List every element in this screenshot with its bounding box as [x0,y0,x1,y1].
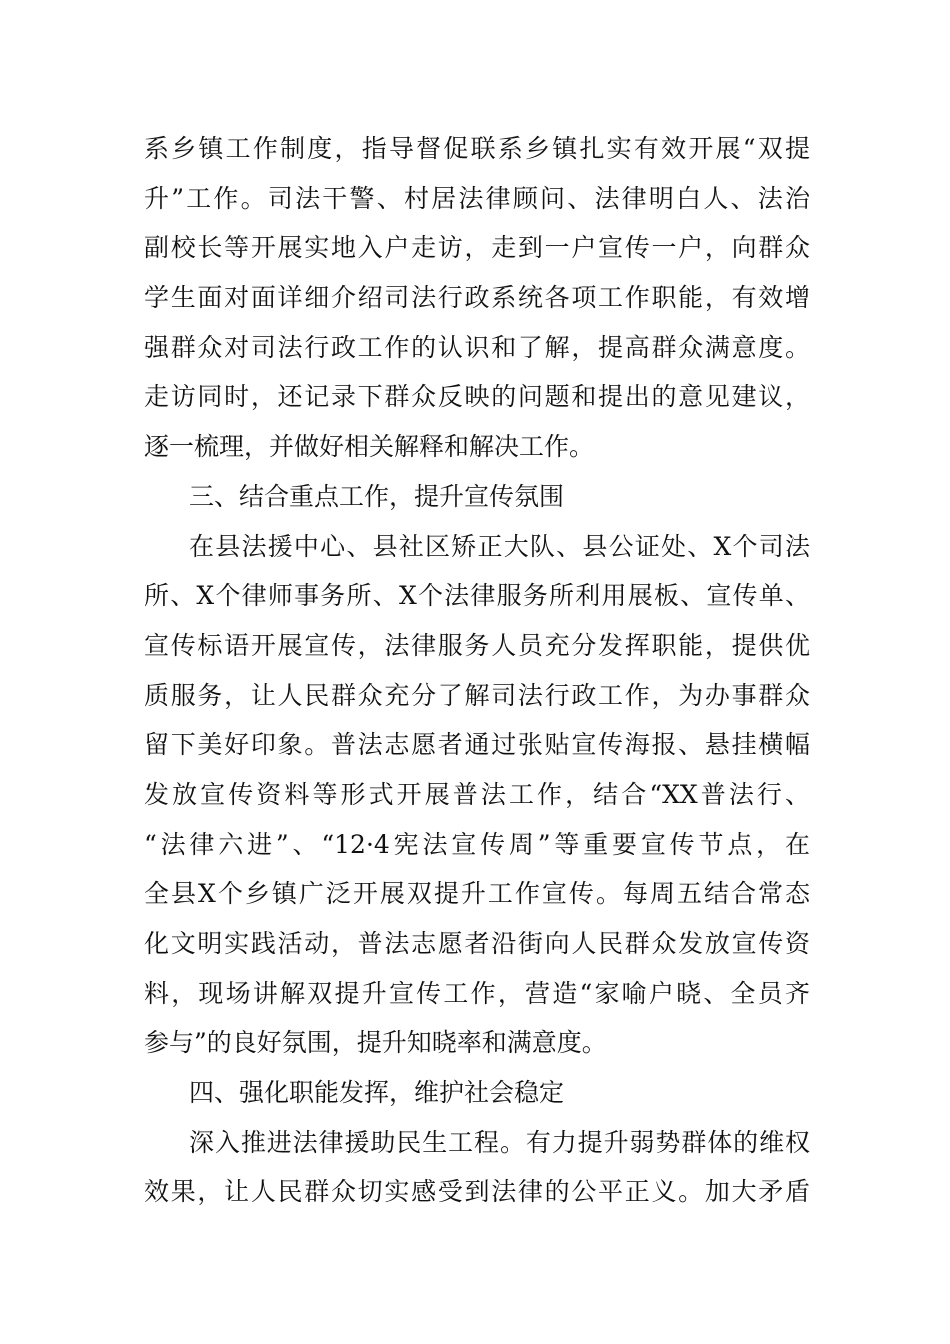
body-text-line: 留下美好印象。普法志愿者通过张贴宣传海报、悬挂横幅 [144,730,810,760]
body-text-line: 强群众对司法行政工作的认识和了解，提高群众满意度。 [144,332,810,362]
body-text-line: 系乡镇工作制度，指导督促联系乡镇扎实有效开展“双提 [144,134,810,163]
body-text-line: 升”工作。司法干警、村居法律顾问、法律明白人、法治 [144,183,810,213]
body-text-line: 质服务，让人民群众充分了解司法行政工作，为办事群众 [144,680,810,710]
body-text-line: 发放宣传资料等形式开展普法工作，结合“XX普法行、 [144,779,810,809]
body-text-line: 逐一梳理，并做好相关解释和解决工作。 [144,432,595,462]
body-text-line: 副校长等开展实地入户走访，走到一户宣传一户，向群众 [144,233,810,263]
document-body [144,124,810,1217]
body-text-line: 料，现场讲解双提升宣传工作，营造“家喻户晓、全员齐 [144,978,810,1008]
body-text-line: 深入推进法律援助民生工程。有力提升弱势群体的维权 [189,1127,810,1157]
body-text-line: 参与”的良好氛围，提升知晓率和满意度。 [144,1028,607,1058]
body-text-line: 效果，让人民群众切实感受到法律的公平正义。加大矛盾 [144,1177,810,1207]
body-text-line: 所、X个律师事务所、X个法律服务所利用展板、宣传单、 [144,581,810,611]
body-text-line: 化文明实践活动，普法志愿者沿街向人民群众发放宣传资 [144,929,810,958]
body-text-line: 走访同时，还记录下群众反映的问题和提出的意见建议， [144,382,810,412]
body-text-line: 全县X个乡镇广泛开展双提升工作宣传。每周五结合常态 [144,879,810,909]
body-text-line: 宣传标语开展宣传，法律服务人员充分发挥职能，提供优 [144,630,810,660]
body-text-line: 学生面对面详细介绍司法行政系统各项工作职能，有效增 [144,283,810,313]
body-text-line: 在县法援中心、县社区矫正大队、县公证处、X个司法 [189,531,810,561]
section-heading-4: 四、强化职能发挥，维护社会稳定 [189,1078,565,1108]
body-text-line: “法律六进”、“12·4宪法宣传周”等重要宣传节点，在 [144,829,810,859]
section-heading-3: 三、结合重点工作，提升宣传氛围 [189,481,565,511]
